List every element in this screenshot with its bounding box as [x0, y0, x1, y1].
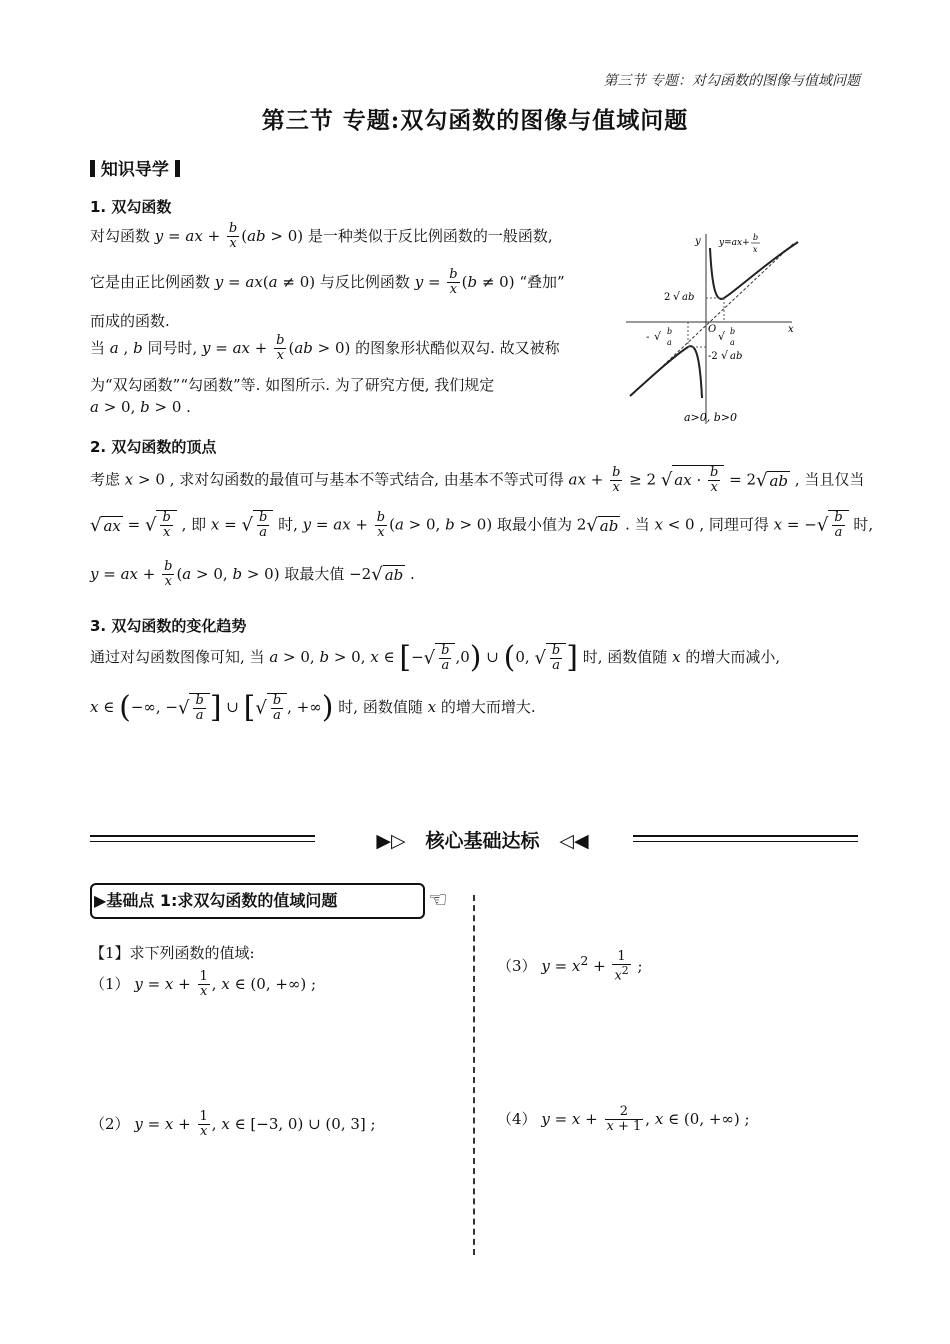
- problem-1-part-4: （4） y = x + $\frac{2}{x + 1}$ , x ∈ (0, +∞) ;: [497, 1104, 750, 1135]
- section-2-heading: 2. 双勾函数的顶点: [90, 438, 217, 456]
- graph-caption: a>0, b>0: [684, 411, 738, 424]
- banner-line-left: [90, 835, 315, 837]
- svg-text:√: √: [721, 349, 729, 362]
- max-value-label: 2: [664, 292, 671, 303]
- section-1-line-4: 当 a , b 同号时, y = ax + $\frac{b}{x}$ (ab > 0) 的图象形状酷似双勾. 故又被称: [90, 333, 560, 364]
- curve-label: y=ax+: [719, 238, 750, 248]
- svg-text:ab: ab: [682, 292, 695, 303]
- svg-text:x: x: [753, 245, 758, 254]
- section-1-line-5: 为“双勾函数”“勾函数”等. 如图所示. 为了研究方便, 我们规定: [90, 376, 495, 394]
- core-basics-banner: ▶▷ 核心基础达标 ◁◀: [376, 830, 589, 852]
- section-1-heading: 1. 双勾函数: [90, 198, 172, 216]
- section-1-line-1: 对勾函数 y = ax + $\frac{b}{x}$ (ab > 0) 是一种类似于反比例函数的一般函数,: [90, 221, 553, 252]
- left-bar-icon: [90, 160, 95, 177]
- pointing-hand-icon: ☜: [428, 888, 448, 913]
- hook-function-graph: [622, 228, 802, 428]
- svg-text:a: a: [730, 338, 735, 347]
- x-label: x: [788, 324, 794, 335]
- page-title: 第三节 专题:双勾函数的图像与值域问题: [261, 107, 689, 134]
- svg-text:b: b: [730, 327, 736, 336]
- section-1-line-3: 而成的函数.: [90, 312, 170, 330]
- neg-root-label: -: [646, 332, 650, 343]
- svg-text:ab: ab: [730, 351, 743, 362]
- column-divider: [473, 895, 475, 1255]
- svg-text:√: √: [718, 330, 726, 343]
- basic-point-box: ▶基础点 1:求双勾函数的值域问题: [90, 883, 425, 919]
- svg-text:b: b: [753, 233, 759, 242]
- section-3-line-2: x ∈ (−∞, −√ $\frac{b}{a}$ ] ∪ [√ $\frac{b}{a}$ , +∞) 时, 函数值随 x 的增大而增大.: [90, 690, 536, 725]
- section-3-heading: 3. 双勾函数的变化趋势: [90, 617, 247, 635]
- section-2-line-1: 考虑 x > 0 , 求对勾函数的最值可与基本不等式结合, 由基本不等式可得 ax + $\frac{b}{x}$ ≥ 2 √ ax · $\frac{b}{x}$ = 2√ ab , 当且仅当: [90, 464, 865, 496]
- section-3-line-1: 通过对勾函数图像可知, 当 a > 0, b > 0, x ∈ [−√ $\frac{b}{a}$ ,0) ∪ (0, √ $\frac{b}{a}$ ] 时, 函数值随 x 的增大而减小,: [90, 640, 781, 675]
- problem-1-part-3: （3） $y = x^2$ + $\frac{1}{x^2}$ ;: [497, 949, 643, 984]
- svg-text:a: a: [667, 338, 672, 347]
- pointer-triangle-icon: ▶: [94, 891, 107, 910]
- min-value-label: -2: [708, 351, 718, 362]
- svg-text:√: √: [673, 290, 681, 303]
- right-bar-icon: [175, 160, 180, 177]
- section-1-line-2: 它是由正比例函数 y = ax(a ≠ 0) 与反比例函数 y = $\frac{b}{x}$ (b ≠ 0) “叠加”: [90, 267, 565, 298]
- problem-1-part-2: （2） y = x + $\frac{1}{x}$ , x ∈ [−3, 0) ∪ (0, 3] ;: [90, 1109, 376, 1140]
- svg-text:√: √: [654, 330, 662, 343]
- left-triangle-icon: ◁◀: [559, 830, 589, 852]
- section-2-line-2: √ ax = √ $\frac{b}{x}$ , 即 x = √ $\frac{b}{a}$ 时, y = ax + $\frac{b}{x}$ (a > 0, b > 0) 取最小值为 2√ ab . 当 x < 0 , 同理可得 x = −√ $\frac{b}{a}$ 时,: [90, 509, 874, 541]
- running-header: 第三节 专题：对勾函数的图像与值域问题: [603, 73, 860, 89]
- problem-1-part-1: （1） y = x + $\frac{1}{x}$ , x ∈ (0, +∞) ;: [90, 969, 317, 1000]
- section-1-line-6: a > 0, b > 0 .: [90, 398, 191, 416]
- y-label: y: [695, 236, 701, 247]
- left-branch: [630, 346, 702, 398]
- problem-1-prompt: 【1】求下列函数的值域:: [90, 944, 255, 962]
- banner-line-right: [633, 835, 858, 837]
- right-triangle-icon: ▶▷: [376, 830, 406, 852]
- knowledge-guide-heading: 知识导学: [90, 155, 180, 180]
- section-2-line-3: y = ax + $\frac{b}{x}$ (a > 0, b > 0) 取最大值 −2√ ab .: [90, 559, 415, 590]
- origin-label: O: [708, 324, 717, 335]
- svg-text:b: b: [667, 327, 673, 336]
